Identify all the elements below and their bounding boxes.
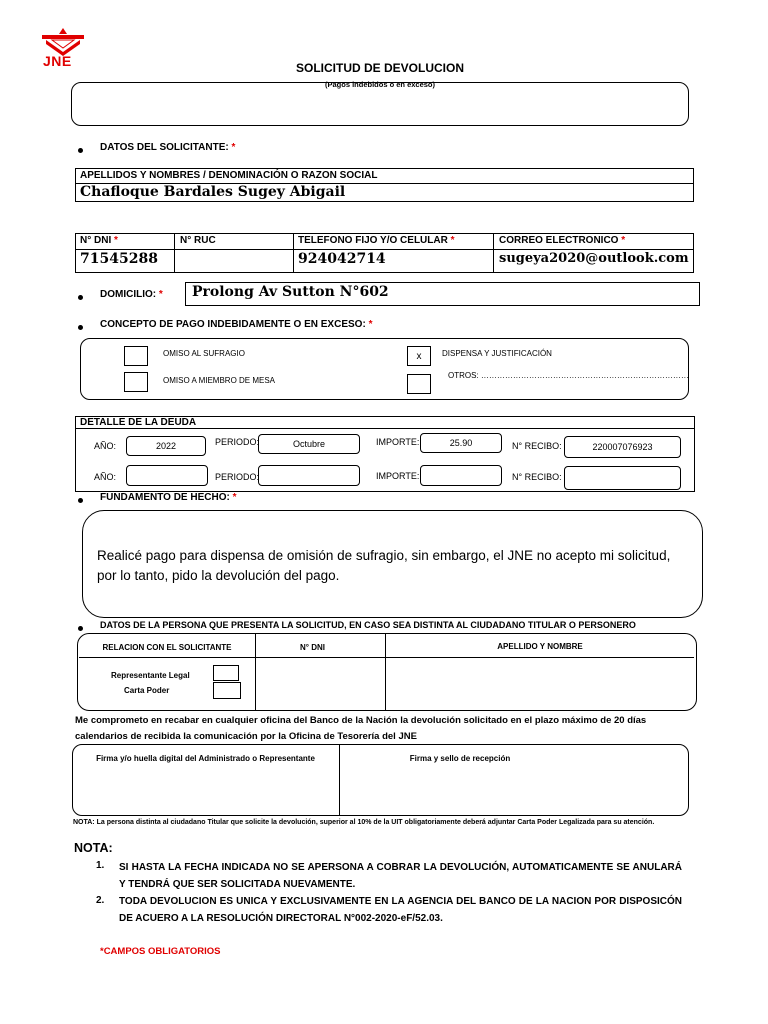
carta-poder-checkbox[interactable] <box>213 682 241 699</box>
deuda-title: DETALLE DE LA DEUDA <box>80 417 197 428</box>
omiso-sufragio-label: OMISO AL SUFRAGIO <box>163 349 245 358</box>
representante-label: Representante Legal <box>111 671 190 680</box>
solicitante-section-title: DATOS DEL SOLICITANTE: * <box>100 142 236 153</box>
domicilio-value: Prolong Av Sutton N°602 <box>192 284 389 300</box>
dispensa-checkbox[interactable]: x <box>407 346 431 366</box>
nota-title: NOTA: <box>74 841 113 855</box>
recibo-label-2: N° RECIBO: <box>512 472 562 482</box>
nota-item-text: TODA DEVOLUCION ES UNICA Y EXCLUSIVAMENTE EN LA AGENCIA DEL BANCO DE LA NACION POR DISPOSICÓN DE ACUERO A LA RESOLUCIÓN DIRECTORAL N°002-2020-eF/52.03. <box>119 896 682 924</box>
bullet <box>78 295 83 300</box>
apellido-header: APELLIDO Y NOMBRE <box>497 642 583 651</box>
ruc-label: N° RUC <box>180 235 216 246</box>
firma-administrado-label: Firma y/o huella digital del Administrado o Representante <box>96 754 315 763</box>
bullet <box>78 148 83 153</box>
periodo-input-2[interactable] <box>258 465 360 486</box>
phone-label: TELEFONO FIJO Y/O CELULAR * <box>298 235 455 246</box>
otros-label: OTROS: …………………………………………………………………… <box>448 371 689 380</box>
fundamento-section-title: FUNDAMENTO DE HECHO: * <box>100 492 237 503</box>
logo-text: JNE <box>43 53 72 69</box>
periodo-label-2: PERIODO: <box>215 472 260 482</box>
anio-label-2: AÑO: <box>94 472 117 482</box>
fundamento-text: Realicé pago para dispensa de omisión de sufragio, sin embargo, el JNE no acepto mi solicitud, por lo tanto, pido la devolución del pago. <box>97 548 671 583</box>
omiso-mesa-checkbox[interactable] <box>124 372 148 392</box>
page-subtitle: (Pagos indebidos o en exceso) <box>324 80 436 89</box>
jne-emblem-icon <box>40 26 86 56</box>
concepto-section-title: CONCEPTO DE PAGO INDEBIDAMENTE O EN EXCESO: * <box>100 319 373 330</box>
importe-label: IMPORTE: <box>376 437 420 447</box>
representante-checkbox[interactable] <box>213 665 239 681</box>
anio-input[interactable]: 2022 <box>126 436 206 456</box>
nota-item-number: 2. <box>96 895 105 906</box>
relacion-header: RELACION CON EL SOLICITANTE <box>102 643 232 652</box>
dni-header: N° DNI <box>300 643 325 652</box>
email-label: CORREO ELECTRONICO * <box>499 235 626 246</box>
recibo-label: N° RECIBO: <box>512 441 562 451</box>
firma-recepcion-label: Firma y sello de recepción <box>409 754 511 763</box>
email-value[interactable]: sugeya2020@outlook.com <box>499 251 689 266</box>
recibo-input-2[interactable] <box>564 466 681 490</box>
recibo-input[interactable]: 220007076923 <box>564 436 681 458</box>
name-value[interactable]: Chafloque Bardales Sugey Abigail <box>80 184 346 200</box>
firma-administrado-field[interactable] <box>74 770 337 814</box>
firma-recepcion-field[interactable] <box>341 770 687 814</box>
anio-label: AÑO: <box>94 441 117 451</box>
nota-small-text: NOTA: La persona distinta al ciudadano Titular que solicite la devolución, superior al 10% de la UIT obligatoriamente deberá adjuntar Carta Poder Legalizada para su atención. <box>73 819 655 826</box>
anio-input-2[interactable] <box>126 465 208 486</box>
carta-poder-label: Carta Poder <box>124 686 170 695</box>
dni-value[interactable]: 71545288 <box>80 251 158 267</box>
dni-label: N° DNI * <box>80 235 118 246</box>
header-box <box>71 82 689 126</box>
bullet <box>78 325 83 330</box>
bullet <box>78 626 83 631</box>
concepto-box <box>80 338 689 400</box>
periodo-input[interactable]: Octubre <box>258 434 360 454</box>
campos-obligatorios: *CAMPOS OBLIGATORIOS <box>100 946 221 957</box>
page-title: SOLICITUD DE DEVOLUCION <box>295 61 464 75</box>
periodo-label: PERIODO: <box>215 437 260 447</box>
phone-value[interactable]: 924042714 <box>298 251 386 267</box>
importe-input-2[interactable] <box>420 465 502 486</box>
dispensa-label: DISPENSA Y JUSTIFICACIÓN <box>442 349 552 358</box>
domicilio-label: DOMICILIO: * <box>100 289 163 300</box>
compromiso-text: Me comprometo en recabar en cualquier oficina del Banco de la Nación la devolución solicitado en el plazo máximo de 20 días calendarios de recibida la comunicación por la Oficina de Tesorería del JNE <box>75 715 647 742</box>
nota-item-text: SI HASTA LA FECHA INDICADA NO SE APERSONA A COBRAR LA DEVOLUCIÓN, AUTOMATICAMENTE SE ANULARÁ Y TENDRÁ QUE SER SOLICITADA NUEVAMENTE. <box>119 862 682 890</box>
importe-label-2: IMPORTE: <box>376 471 420 481</box>
bullet <box>78 498 83 503</box>
otros-checkbox[interactable] <box>407 374 431 394</box>
nota-item-number: 1. <box>96 860 105 871</box>
omiso-sufragio-checkbox[interactable] <box>124 346 148 366</box>
tercero-section-title: DATOS DE LA PERSONA QUE PRESENTA LA SOLICITUD, EN CASO SEA DISTINTA AL CIUDADANO TITULAR O PERSONERO <box>100 620 636 630</box>
name-header: APELLIDOS Y NOMBRES / DENOMINACIÓN O RAZON SOCIAL <box>80 170 378 181</box>
importe-input[interactable]: 25.90 <box>420 433 502 453</box>
omiso-mesa-label: OMISO A MIEMBRO DE MESA <box>163 376 276 385</box>
